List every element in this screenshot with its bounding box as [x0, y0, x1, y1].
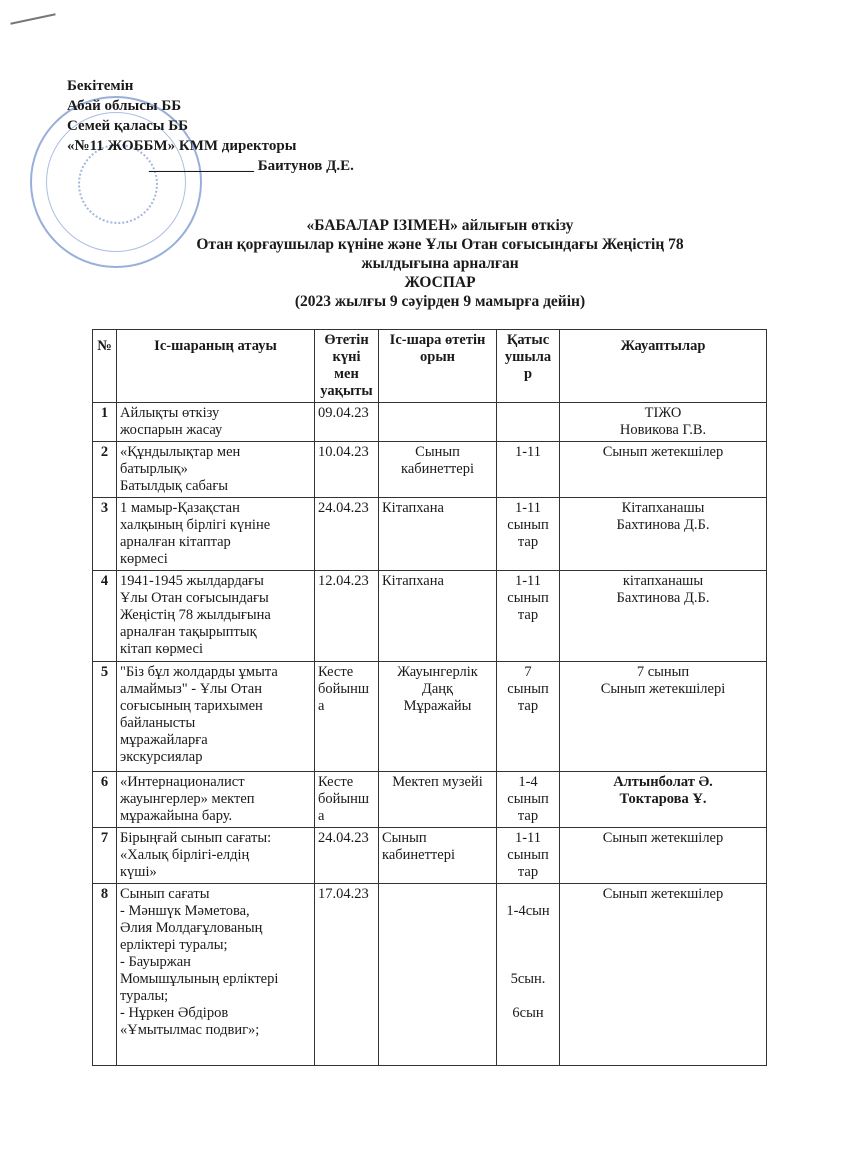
- row-date: 24.04.23: [315, 498, 379, 571]
- header-num: №: [93, 330, 117, 403]
- plan-table: [92, 329, 767, 1066]
- row-place: Кітапхана: [379, 498, 497, 571]
- row-name: Бірыңғай сынып сағаты: «Халық бірлігі-елдің күші»: [117, 828, 315, 884]
- approval-line: «№11 ЖОББМ» КММ директоры: [67, 138, 297, 154]
- row-num: 6: [93, 772, 117, 828]
- table-row: [93, 403, 767, 442]
- row-participants: 1-4сын 5сын. 6сын: [497, 884, 560, 1066]
- row-date: 09.04.23: [315, 403, 379, 442]
- header-name: Іс-шараның атауы: [117, 330, 315, 403]
- row-date: Кесте бойынш а: [315, 662, 379, 772]
- row-participants: 1-4 сынып тар: [497, 772, 560, 828]
- row-participants: 1-11 сынып тар: [497, 571, 560, 662]
- header-place: Іс-шара өтетін орын: [379, 330, 497, 403]
- row-date: Кесте бойынш а: [315, 772, 379, 828]
- title-line: (2023 жылғы 9 сәуірден 9 мамырға дейін): [294, 293, 586, 310]
- row-num: 5: [93, 662, 117, 772]
- document-title: [120, 216, 760, 311]
- row-name: 1 мамыр-Қазақстан халқының бірлігі күніне арналған кітаптар көрмесі: [117, 498, 315, 571]
- row-date: 12.04.23: [315, 571, 379, 662]
- row-place: Сынып кабинеттері: [379, 442, 497, 498]
- scan-mark: [10, 13, 55, 25]
- row-participants: 1-11 сынып тар: [497, 828, 560, 884]
- row-participants: [497, 403, 560, 442]
- row-responsible: кітапханашы Бахтинова Д.Б.: [560, 571, 767, 662]
- row-num: 4: [93, 571, 117, 662]
- table-row: [93, 884, 767, 1066]
- row-date: 17.04.23: [315, 884, 379, 1066]
- approval-line: Семей қаласы ББ: [67, 118, 189, 134]
- header-date: Өтетін күні мен уақыты: [315, 330, 379, 403]
- row-participants: 1-11 сынып тар: [497, 498, 560, 571]
- row-num: 3: [93, 498, 117, 571]
- row-name: Сынып сағаты - Мәншүк Мәметова, Әлия Молдағұлованың ерліктері туралы; - Бауыржан Момышұлының ерліктері туралы; - Нұркен Әбдіров «Ұмытылмас подвиг»;: [117, 884, 315, 1066]
- table-row: [93, 828, 767, 884]
- title-line: жылдығына арналған: [361, 255, 519, 272]
- row-place: Сынып кабинеттері: [379, 828, 497, 884]
- row-name: Айлықты өткізу жоспарын жасау: [117, 403, 315, 442]
- table-row: [93, 498, 767, 571]
- row-date: 24.04.23: [315, 828, 379, 884]
- row-responsible: Алтынболат Ә. Токтарова Ұ.: [560, 772, 767, 828]
- row-num: 2: [93, 442, 117, 498]
- approval-signature-line: ______________ Баитунов Д.Е.: [149, 158, 354, 174]
- row-participants: 7 сынып тар: [497, 662, 560, 772]
- row-place: [379, 884, 497, 1066]
- row-responsible: Сынып жетекшілер: [560, 828, 767, 884]
- row-name: «Интернационалист жауынгерлер» мектеп мұражайына бару.: [117, 772, 315, 828]
- approval-block: [67, 76, 354, 176]
- row-responsible: 7 сынып Сынып жетекшілері: [560, 662, 767, 772]
- row-place: [379, 403, 497, 442]
- row-place: Мектеп музейі: [379, 772, 497, 828]
- header-responsible: Жауаптылар: [560, 330, 767, 403]
- row-responsible: Сынып жетекшілер: [560, 884, 767, 1066]
- header-participants: Қатыс ушыла р: [497, 330, 560, 403]
- row-num: 7: [93, 828, 117, 884]
- approval-line: Абай облысы ББ: [67, 98, 182, 114]
- table-row: [93, 772, 767, 828]
- table-header-row: [93, 330, 767, 403]
- row-name: "Біз бұл жолдарды ұмыта алмаймыз" - Ұлы Отан соғысының тарихымен байланысты мұражайларға экскурсиялар: [117, 662, 315, 772]
- row-responsible: ТІЖО Новикова Г.В.: [560, 403, 767, 442]
- row-num: 1: [93, 403, 117, 442]
- row-participants: 1-11: [497, 442, 560, 498]
- row-name: «Құндылықтар мен батырлық» Батылдық сабағы: [117, 442, 315, 498]
- title-line: «БАБАЛАР ІЗІМЕН» айлығын өткізу: [306, 217, 574, 234]
- row-name: 1941-1945 жылдардағы Ұлы Отан соғысындағы Жеңістің 78 жылдығына арналған тақырыптық кітап көрмесі: [117, 571, 315, 662]
- table-row: [93, 442, 767, 498]
- approval-line: Бекітемін: [67, 78, 134, 94]
- row-place: Кітапхана: [379, 571, 497, 662]
- row-num: 8: [93, 884, 117, 1066]
- table-row: [93, 662, 767, 772]
- row-place: Жауынгерлік Даңқ Мұражайы: [379, 662, 497, 772]
- row-date: 10.04.23: [315, 442, 379, 498]
- title-line: ЖОСПАР: [404, 274, 476, 291]
- title-line: Отан қорғаушылар күніне және Ұлы Отан соғысындағы Жеңістің 78: [196, 236, 684, 253]
- table-row: [93, 571, 767, 662]
- row-responsible: Сынып жетекшілер: [560, 442, 767, 498]
- row-responsible: Кітапханашы Бахтинова Д.Б.: [560, 498, 767, 571]
